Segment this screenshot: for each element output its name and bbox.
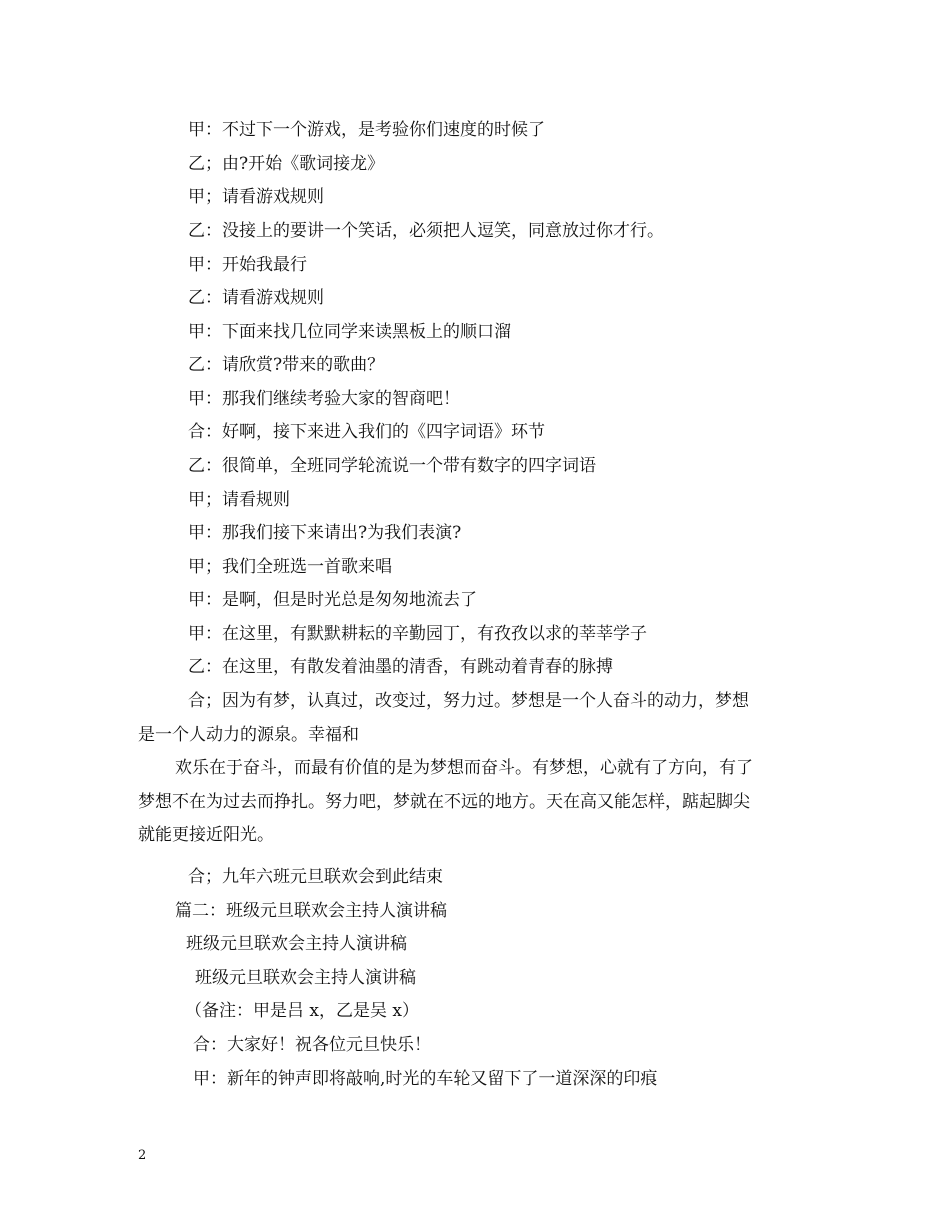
text-line: 乙：请看游戏规则	[188, 288, 324, 308]
text-line: 乙：没接上的要讲一个笑话，必须把人逗笑，同意放过你才行。	[188, 221, 664, 241]
text-line: 合：大家好！祝各位元旦快乐！	[193, 1035, 431, 1055]
text-line: 乙：在这里，有散发着油墨的清香，有跳动着青春的脉搏	[188, 657, 613, 677]
text-line: 甲：在这里，有默默耕耘的辛勤园丁，有孜孜以求的莘莘学子	[188, 624, 647, 644]
text-line: 甲：新年的钟声即将敲响,时光的车轮又留下了一道深深的印痕	[193, 1069, 658, 1089]
text-line: 乙：很简单，全班同学轮流说一个带有数字的四字词语	[188, 456, 596, 476]
text-line: 甲：下面来找几位同学来读黑板上的顺口溜	[188, 322, 511, 342]
text-line: 乙；由?开始《歌词接龙》	[188, 154, 385, 174]
text-line: 甲：开始我最行	[188, 255, 307, 275]
text-line: 甲：那我们继续考验大家的智商吧！	[188, 389, 460, 409]
section-heading: 篇二：班级元旦联欢会主持人演讲稿	[175, 901, 447, 921]
text-line: 合：好啊，接下来进入我们的《四字词语》环节	[188, 422, 545, 442]
text-line: 甲：不过下一个游戏，是考验你们速度的时候了	[188, 120, 545, 140]
text-line: 甲；请看规则	[188, 490, 290, 510]
text-line: 甲：那我们接下来请出?为我们表演?	[188, 523, 462, 543]
document-title: 班级元旦联欢会主持人演讲稿	[186, 934, 407, 954]
text-line: 是一个人动力的源泉。幸福和	[138, 725, 359, 745]
text-line: 甲：是啊，但是时光总是匆匆地流去了	[188, 590, 477, 610]
text-line: 合；九年六班元旦联欢会到此结束	[188, 867, 443, 887]
text-line: 甲；请看游戏规则	[188, 187, 324, 207]
text-line: 乙：请欣赏?带来的歌曲？	[188, 355, 385, 375]
text-line: 欢乐在于奋斗，而最有价值的是为梦想而奋斗。有梦想，心就有了方向，有了	[175, 758, 753, 778]
text-line: 合；因为有梦，认真过，改变过，努力过。梦想是一个人奋斗的动力，梦想	[188, 691, 749, 711]
document-subtitle: 班级元旦联欢会主持人演讲稿	[195, 968, 416, 988]
note-line: （备注：甲是吕 x，乙是吴 x）	[185, 1001, 419, 1021]
text-line: 就能更接近阳光。	[138, 825, 274, 845]
text-line: 梦想不在为过去而挣扎。努力吧，梦就在不远的地方。天在高又能怎样，踮起脚尖	[138, 792, 750, 812]
page-number: 2	[138, 1148, 147, 1163]
text-line: 甲；我们全班选一首歌来唱	[188, 557, 392, 577]
